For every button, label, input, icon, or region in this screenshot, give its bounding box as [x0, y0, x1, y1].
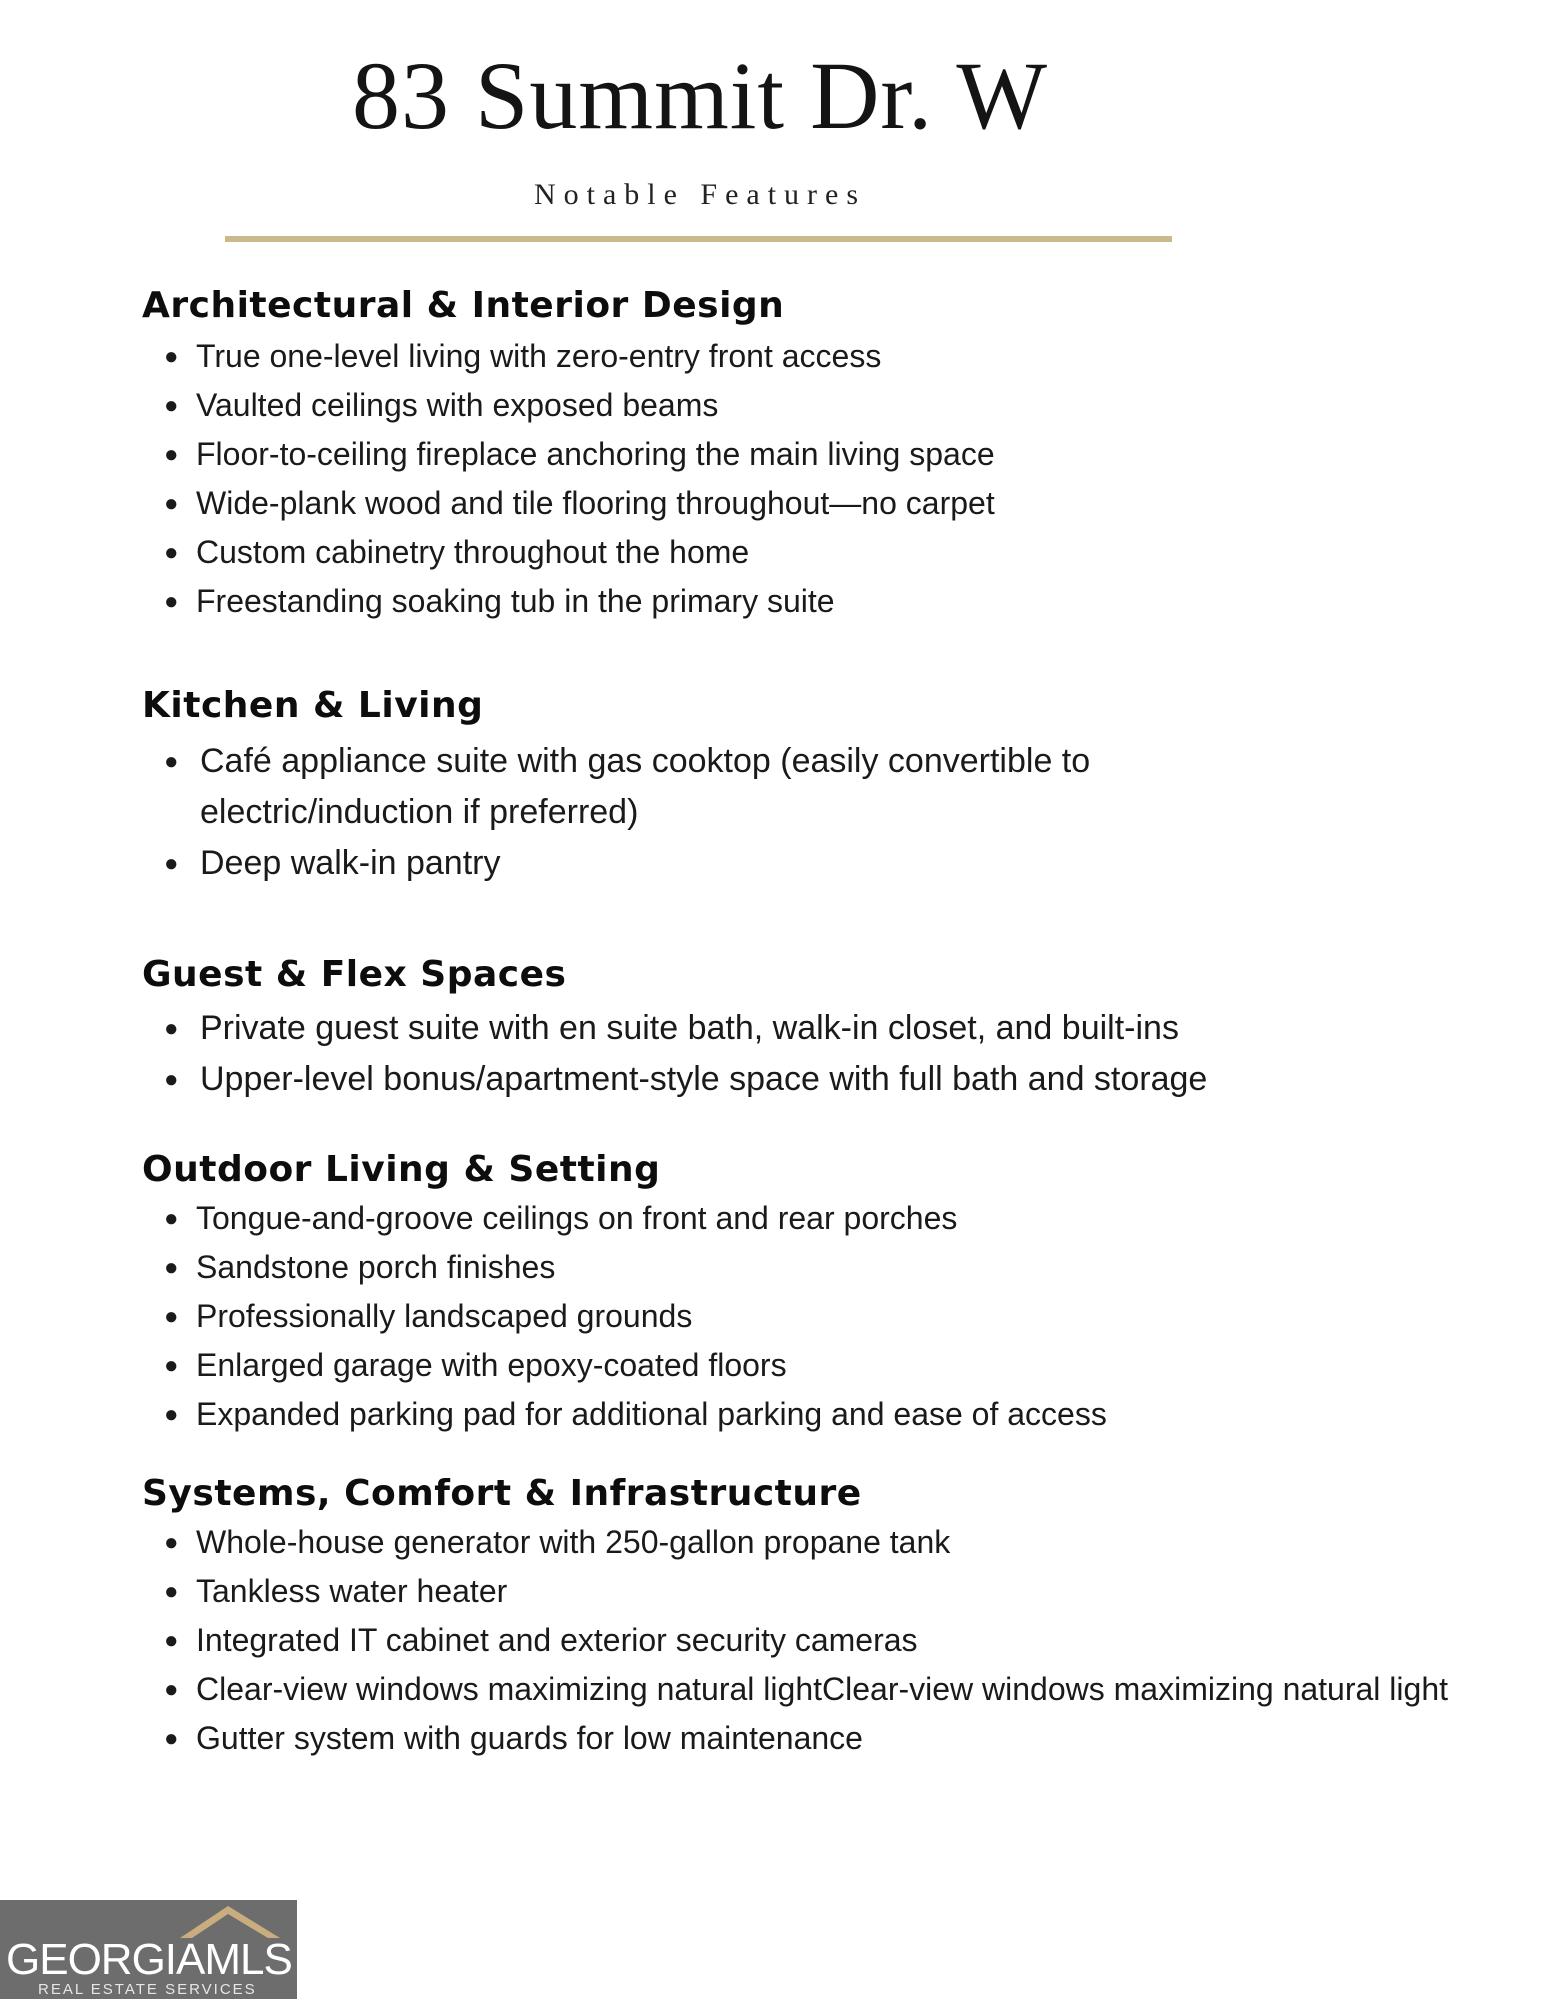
bullet-icon: ● [164, 1401, 179, 1428]
bullet-icon: ● [164, 850, 179, 877]
list-item [142, 332, 1462, 381]
bullet-icon: ● [164, 748, 179, 775]
list-item [142, 479, 1462, 528]
list-item [142, 736, 1262, 838]
list-item [142, 577, 1462, 626]
list-item [142, 1714, 1462, 1763]
list-item-text: Clear-view windows maximizing natural lightClear-view windows maximizing natural light [196, 1671, 1448, 1707]
list-item-text: True one-level living with zero-entry front access [196, 338, 882, 374]
section-heading: Guest & Flex Spaces [142, 954, 567, 995]
list-item-text: Integrated IT cabinet and exterior security cameras [196, 1622, 918, 1658]
bullet-icon: ● [164, 1205, 179, 1232]
list-item [142, 528, 1462, 577]
list-item [142, 838, 1262, 889]
list-item-text: Professionally landscaped grounds [196, 1298, 693, 1334]
list-item-text: Upper-level bonus/apartment-style space with full bath and storage [200, 1060, 1208, 1098]
bullet-icon: ● [164, 1303, 179, 1330]
list-item [142, 1518, 1462, 1567]
feature-list [142, 332, 1462, 626]
list-item-text: Vaulted ceilings with exposed beams [196, 387, 719, 423]
bullet-icon: ● [164, 1352, 179, 1379]
logo-text: GEORGIAMLS [6, 1935, 292, 1984]
section-heading: Outdoor Living & Setting [142, 1149, 661, 1190]
bullet-icon: ● [164, 343, 179, 370]
list-item-text: Floor-to-ceiling fireplace anchoring the main living space [196, 436, 995, 472]
section-systems-comfort-infrastructure [142, 1472, 1462, 1763]
list-item-text: Enlarged garage with epoxy-coated floors [196, 1347, 787, 1383]
bullet-icon: ● [164, 1066, 179, 1093]
list-item [142, 1616, 1462, 1665]
feature-list [142, 1194, 1462, 1439]
bullet-icon: ● [164, 490, 179, 517]
georgia-mls-logo [0, 1900, 297, 1999]
list-item-text: Wide-plank wood and tile flooring throughout—no carpet [196, 485, 995, 521]
list-item-text: Tongue-and-groove ceilings on front and rear porches [196, 1200, 958, 1236]
list-item-text: Tankless water heater [196, 1573, 508, 1609]
section-heading: Kitchen & Living [142, 685, 484, 726]
list-item [142, 1243, 1462, 1292]
list-item [142, 1194, 1462, 1243]
list-item [142, 1567, 1462, 1616]
list-item-text: Café appliance suite with gas cooktop (easily convertible to electric/induction if preferred) [200, 742, 1091, 831]
section-outdoor-living-setting [142, 1148, 1462, 1439]
list-item [142, 1003, 1462, 1054]
section-kitchen-living [142, 684, 1462, 889]
list-item [142, 1390, 1462, 1439]
page-title: 83 Summit Dr. W [352, 42, 1048, 149]
bullet-icon: ● [164, 392, 179, 419]
bullet-icon: ● [164, 539, 179, 566]
list-item-text: Whole-house generator with 250-gallon propane tank [196, 1524, 951, 1560]
section-heading: Systems, Comfort & Infrastructure [142, 1473, 862, 1514]
bullet-icon: ● [164, 1578, 179, 1605]
bullet-icon: ● [164, 1254, 179, 1281]
list-item [142, 430, 1462, 479]
bullet-icon: ● [164, 441, 179, 468]
section-architectural-interior-design [142, 284, 1462, 626]
feature-list [142, 1003, 1462, 1105]
feature-list [142, 736, 1262, 889]
feature-list [142, 1518, 1462, 1763]
logo-tagline: REAL ESTATE SERVICES [38, 1981, 257, 1998]
bullet-icon: ● [164, 1627, 179, 1654]
list-item-text: Gutter system with guards for low maintenance [196, 1720, 863, 1756]
list-item-text: Sandstone porch finishes [196, 1249, 556, 1285]
list-item [142, 1054, 1462, 1105]
section-heading: Architectural & Interior Design [142, 285, 785, 326]
section-guest-flex-spaces [142, 953, 1462, 1105]
bullet-icon: ● [164, 1725, 179, 1752]
bullet-icon: ● [164, 1015, 179, 1042]
list-item [142, 381, 1462, 430]
list-item [142, 1292, 1462, 1341]
bullet-icon: ● [164, 1676, 179, 1703]
list-item-text: Deep walk-in pantry [200, 844, 501, 882]
list-item [142, 1665, 1462, 1714]
page-subtitle: Notable Features [533, 178, 867, 211]
bullet-icon: ● [164, 1529, 179, 1556]
list-item-text: Freestanding soaking tub in the primary suite [196, 583, 835, 619]
list-item-text: Private guest suite with en suite bath, walk-in closet, and built-ins [200, 1009, 1179, 1047]
list-item-text: Custom cabinetry throughout the home [196, 534, 750, 570]
list-item [142, 1341, 1462, 1390]
list-item-text: Expanded parking pad for additional parking and ease of access [196, 1396, 1107, 1432]
divider-rule [225, 236, 1172, 242]
bullet-icon: ● [164, 588, 179, 615]
